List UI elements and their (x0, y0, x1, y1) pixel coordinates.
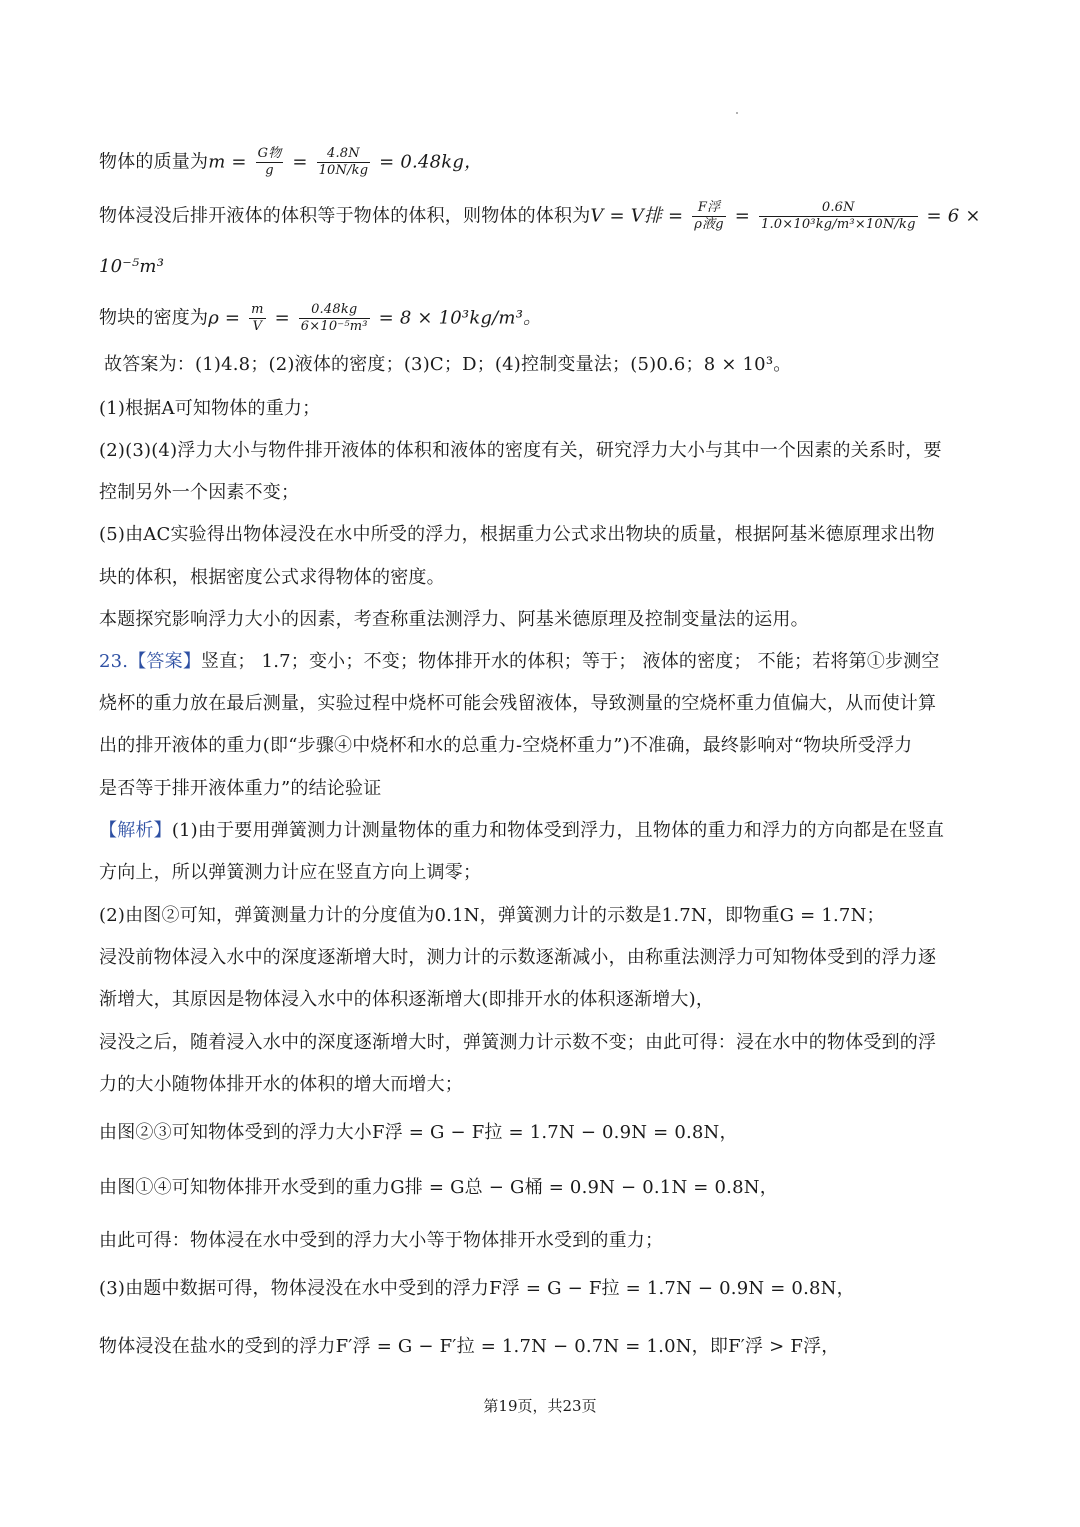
mass-result: = 0.48kg， (373, 151, 483, 173)
saltwater-eq: 物体浸没在盐水的受到的浮力F′浮 = G − F′拉 = 1.7N − 0.7N = 1.0N，即F′浮 > F浮， (99, 1336, 840, 1357)
q23-answer-cont-1: 烧杯的重力放在最后测量，实验过程中烧杯可能会残留液体，导致测量的空烧杯重力值偏大，从而使计算 (99, 693, 937, 714)
volume-result-cont: 10⁻⁵m³ (99, 256, 165, 277)
volume-expr: V = V排 = (590, 205, 690, 227)
speck (736, 112, 738, 114)
mass-label: 物体的质量为 (99, 151, 209, 173)
answer-tag: 23.【答案】 (99, 651, 202, 672)
analysis-2: (2)(3)(4)浮力大小与物件排开液体的体积和液体的密度有关，研究浮力大小与其中一个因素的关系时，要 (99, 440, 942, 461)
analysis-5-cont: 块的体积，根据密度公式求得物体的密度。 (99, 567, 445, 588)
q23-answer-cont-3: 是否等于排开液体重力”的结论验证 (99, 778, 382, 799)
volume-line (99, 200, 1010, 233)
fraction-density-value (299, 302, 370, 335)
q23-answer (99, 649, 1010, 675)
volume-result: = 6 × (920, 205, 981, 227)
denominator: V (252, 319, 263, 334)
q23-part2: (2)由图②可知，弹簧测量力计的分度值为0.1N，弹簧测力计的示数是1.7N，即物重G = 1.7N； (99, 905, 885, 926)
buoyancy-eq-1: 由图②③可知物体受到的浮力大小F浮 = G − F拉 = 1.7N − 0.9N = 0.8N， (99, 1122, 738, 1143)
fraction-g-over-g (256, 146, 284, 179)
numerator: 4.8N (317, 146, 371, 163)
numerator: F浮 (692, 200, 726, 217)
equals: = (286, 151, 314, 173)
fraction-mass-value (317, 146, 371, 179)
answer-summary: 故答案为：(1)4.8；(2)液体的密度；(3)C；D；(4)控制变量法；(5)0.6；8 × 10³。 (104, 354, 792, 375)
analysis-text: (1)由于要用弹簧测力计测量物体的重力和物体受到浮力，且物体的重力和浮力的方向都是在竖直 (171, 820, 945, 841)
density-result: = 8 × 10³kg/m³。 (372, 307, 542, 329)
q23-part3: (3)由题中数据可得，物体浸没在水中受到的浮力F浮 = G − F拉 = 1.7N − 0.9N = 0.8N， (99, 1278, 855, 1299)
density-label: 物块的密度为 (99, 307, 209, 329)
denominator: ρ液g (694, 217, 724, 232)
analysis-2-cont: 控制另外一个因素不变； (99, 482, 300, 503)
equals: = (728, 205, 756, 227)
numerator: m (251, 302, 264, 317)
equals: = (225, 151, 253, 173)
q23-part2-b: 渐增大，其原因是物体浸入水中的体积逐渐增大(即排开水的体积逐渐增大)， (99, 989, 715, 1010)
fraction-m-over-v (249, 302, 266, 335)
comment: 本题探究影响浮力大小的因素，考查称重法测浮力、阿基米德原理及控制变量法的运用。 (99, 609, 809, 630)
denominator: 1.0×10³kg/m³×10N/kg (760, 217, 916, 232)
fraction-volume-value (759, 200, 918, 233)
denominator: g (265, 163, 274, 178)
q23-analysis-cont: 方向上，所以弹簧测力计应在竖直方向上调零； (99, 862, 482, 883)
density-line (99, 302, 1010, 335)
mass-symbol: m (208, 151, 226, 173)
displaced-weight-eq: 由图①④可知物体排开水受到的重力G排 = G总 − G桶 = 0.9N − 0.1N = 0.8N， (99, 1177, 778, 1198)
denominator: 6×10⁻⁵m³ (300, 319, 368, 334)
conclusion: 由此可得：物体浸在水中受到的浮力大小等于物体排开水受到的重力； (99, 1230, 664, 1251)
equals: = (268, 307, 296, 329)
analysis-1: (1)根据A可知物体的重力； (99, 398, 321, 419)
density-symbol: ρ = (208, 307, 247, 329)
mass-line (99, 146, 1010, 179)
denominator: 10N/kg (318, 163, 369, 178)
q23-part2-d: 力的大小随物体排开水的体积的增大而增大； (99, 1074, 463, 1095)
analysis-5: (5)由AC实验得出物体浸没在水中所受的浮力，根据重力公式求出物块的质量，根据阿基米德原理求出物 (99, 524, 935, 545)
page-footer: 第19页，共23页 (483, 1397, 597, 1415)
fraction-buoyancy-over-density (692, 200, 726, 233)
numerator: 0.48kg (299, 302, 370, 319)
numerator: 0.6N (759, 200, 918, 217)
analysis-tag: 【解析】 (99, 820, 172, 841)
answer-text: 竖直； 1.7；变小；不变；物体排开水的体积；等于； 液体的密度； 不能；若将第①步测空 (201, 651, 940, 672)
q23-part2-a: 浸没前物体浸入水中的深度逐渐增大时，测力计的示数逐渐减小，由称重法测浮力可知物体受到的浮力逐 (99, 947, 937, 968)
numerator: G物 (257, 146, 282, 161)
volume-label: 物体浸没后排开液体的体积等于物体的体积，则物体的体积为 (99, 205, 591, 227)
q23-part2-c: 浸没之后，随着浸入水中的深度逐渐增大时，弹簧测力计示数不变；由此可得：浸在水中的物体受到的浮 (99, 1032, 937, 1053)
q23-answer-cont-2: 出的排开液体的重力(即“步骤④中烧杯和水的总重力-空烧杯重力”)不准确，最终影响对“物块所受浮力 (99, 735, 913, 756)
q23-analysis (99, 818, 1010, 844)
